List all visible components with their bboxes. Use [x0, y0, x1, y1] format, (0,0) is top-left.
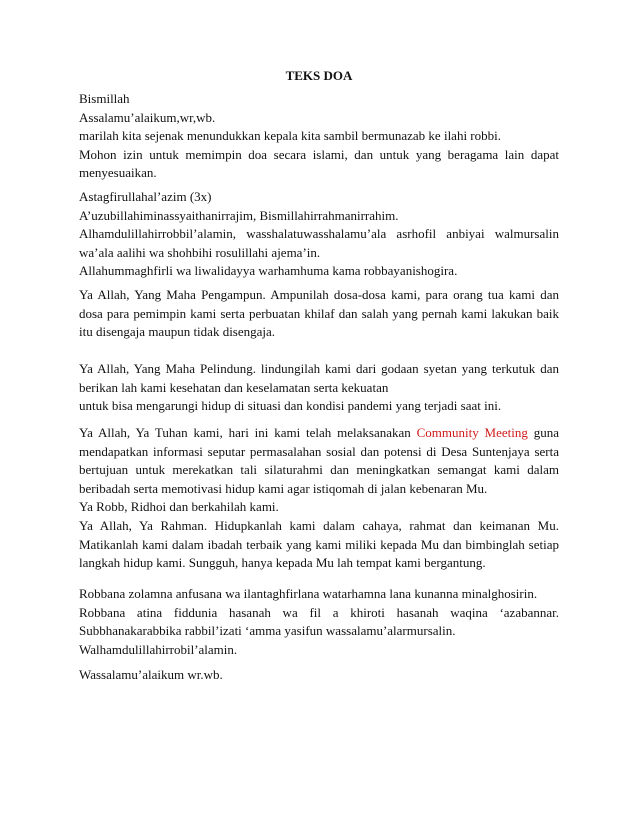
closing-salam: Wassalamu’alaikum wr.wb.: [79, 667, 223, 682]
pelindung-section: [79, 360, 559, 416]
ridhoi-line: Ya Robb, Ridhoi dan berkahilah kami.: [79, 499, 279, 515]
salam-line: Assalamu’alaikum,wr,wb.: [79, 109, 216, 125]
doa-orangtua-line: Allahummaghfirli wa liwalidayya warhamhuma kama robbayanishogira.: [79, 263, 458, 279]
rahman-section: [79, 517, 559, 573]
pengampun-paragraph: Ya Allah, Yang Maha Pengampun. Ampunilah dosa-dosa kami, para orang tua kami dan dosa para pemimpin kami serta perbuatan khilaf dan salah yang pernah kami lakukan baik itu disengaja maupun tidak disengaja.: [79, 287, 559, 340]
pelindung-continuation: untuk bisa mengarungi hidup di situasi dan kondisi pandemi yang terjadi saat ini.: [79, 398, 502, 414]
opening-section: [79, 90, 559, 183]
robbana-paragraph-2: Robbana atina fiddunia hasanah wa fil a khiroti hasanah waqina ‘azabannar. Subbhanakarabbika rabbil’izati ‘amma yasifun wassalamu’alarmursalin.: [79, 604, 559, 639]
taawudz-line: A’uzubillahiminassyaithanirrajim, Bismillahirrahmanirrahim.: [79, 207, 399, 223]
invitation-line: marilah kita sejenak menundukkan kepala kita sambil bermunazab ke ilahi robbi.: [79, 128, 501, 144]
tuhan-section: [79, 424, 559, 517]
walhamdulillah-line: Walhamdulillahirrobil’alamin.: [79, 641, 238, 657]
tuhan-text-before: Ya Allah, Ya Tuhan kami, hari ini kami telah melaksanakan: [79, 425, 417, 440]
rahman-paragraph: Ya Allah, Ya Rahman. Hidupkanlah kami dalam cahaya, rahmat dan keimanan Mu. Matikanlah kami dalam ibadah terbaik yang kami miliki kepada Mu dan bimbinglah setiap langkah hidup kami. Sungguh, hanya kepada Mu lah tempat kami bergantung.: [79, 518, 559, 571]
istighfar-line: Astagfirullahal’azim (3x): [79, 189, 212, 204]
pelindung-paragraph: Ya Allah, Yang Maha Pelindung. lindungilah kami dari godaan syetan yang terkutuk dan berikan lah kami kesehatan dan keselamatan serta kekuatan: [79, 361, 559, 395]
closing-section: [79, 666, 559, 685]
tuhan-paragraph: [79, 424, 559, 498]
permission-paragraph: Mohon izin untuk memimpin doa secara islami, dan untuk yang beragama lain dapat menyesuaikan.: [79, 146, 559, 181]
bismillah-line: Bismillah: [79, 91, 130, 106]
tuhan-text-after: guna mendapatkan informasi seputar permasalahan sosial dan potensi di Desa Suntenjaya serta bertujuan untuk merekatkan tali silaturahmi dan meningkatkan semangat kami dalam beribadah serta memotivasi hidup kami agar istiqomah di jalan kebenaran Mu.: [79, 425, 559, 496]
community-meeting-highlight: Community Meeting: [416, 425, 528, 440]
pengampun-section: [79, 286, 559, 342]
istighfar-section: [79, 188, 559, 281]
robbana-line-1: Robbana zolamna anfusana wa ilantaghfirlana watarhamna lana kunanna minalghosirin.: [79, 586, 538, 601]
shalawat-paragraph: Alhamdulillahirrobbil’alamin, wasshalatuwasshalamu’ala asrhofil anbiyai walmursalin wa’ala aalihi wa shohbihi rosulillahi ajema’in.: [79, 226, 559, 260]
document-title: TEKS DOA: [285, 68, 353, 83]
robbana-section: [79, 585, 559, 659]
